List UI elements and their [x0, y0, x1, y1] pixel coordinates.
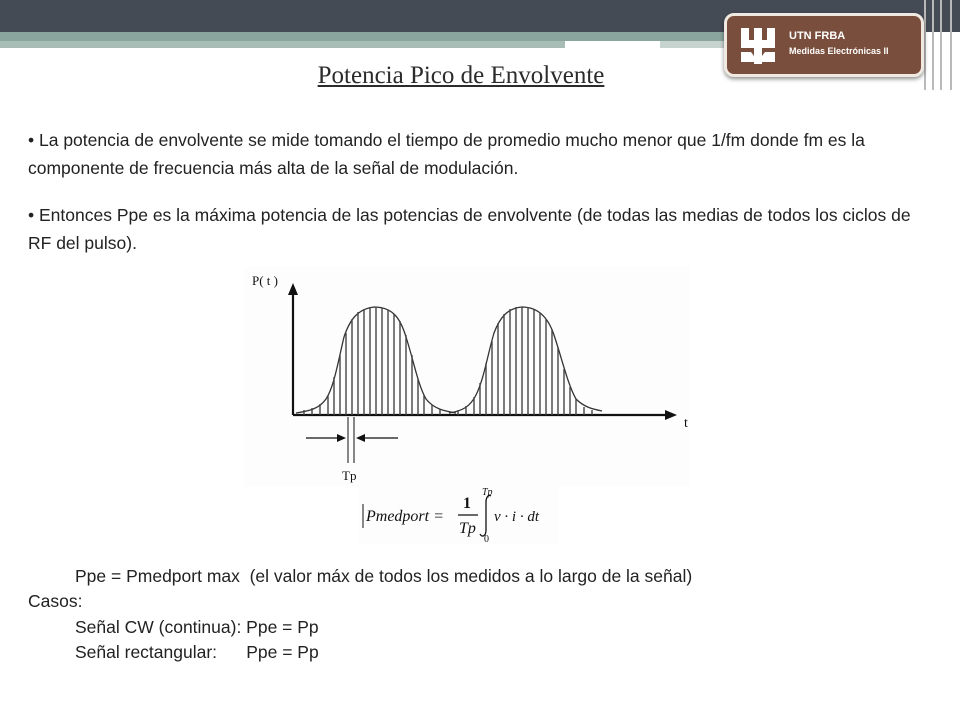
formula-lhs: Pmedport = [366, 508, 444, 525]
envelope-figure [244, 267, 690, 487]
case-cw: Señal CW (continua): Ppe = Pp [75, 617, 319, 637]
bullet-paragraph-1: • La potencia de envolvente se mide tomando el tiempo de promedio mucho menor que 1/fm donde fm es la componente de frecuencia más alta de la señal de modulación. [28, 130, 865, 178]
formula-denominator: Tp [459, 520, 476, 537]
x-axis-label: t [684, 416, 688, 431]
y-axis-label: P( t ) [252, 273, 278, 288]
header-decorative-lines [920, 0, 960, 90]
logo-course: Medidas Electrónicas II [789, 46, 889, 56]
period-label: Tp [342, 468, 357, 483]
integral-sign [480, 495, 491, 536]
header-green-band [0, 32, 760, 41]
integral-lower-limit: 0 [484, 534, 489, 544]
ppe-definition: Ppe = Pmedport max (el valor máx de todos los medidos a lo largo de la señal) [75, 566, 693, 586]
bullet-paragraph-2: • Entonces Ppe es la máxima potencia de las potencias de envolvente (de todas las medias de todos los ciclos de RF del pulso). [28, 205, 911, 253]
header-green-band-lower [0, 41, 565, 48]
envelope-diagram [244, 267, 690, 487]
integral-upper-limit: Tp [482, 487, 493, 498]
y-axis-arrow [288, 283, 298, 295]
case-rectangular: Señal rectangular: Ppe = Pp [75, 642, 319, 662]
formula-numerator: 1 [463, 495, 471, 512]
x-axis-arrow [665, 410, 677, 420]
page-title: Potencia Pico de Envolvente [317, 62, 605, 89]
rf-cycles-pulse-1 [304, 307, 440, 415]
formula-integrand: v · i · dt [494, 509, 539, 525]
envelope-pulse-2 [449, 307, 602, 413]
rf-cycles-pulse-2 [458, 307, 592, 415]
formula-svg [358, 484, 558, 544]
formula-block [358, 484, 558, 544]
logo-institution: UTN FRBA [789, 30, 846, 42]
cases-label: Casos: [28, 591, 83, 611]
